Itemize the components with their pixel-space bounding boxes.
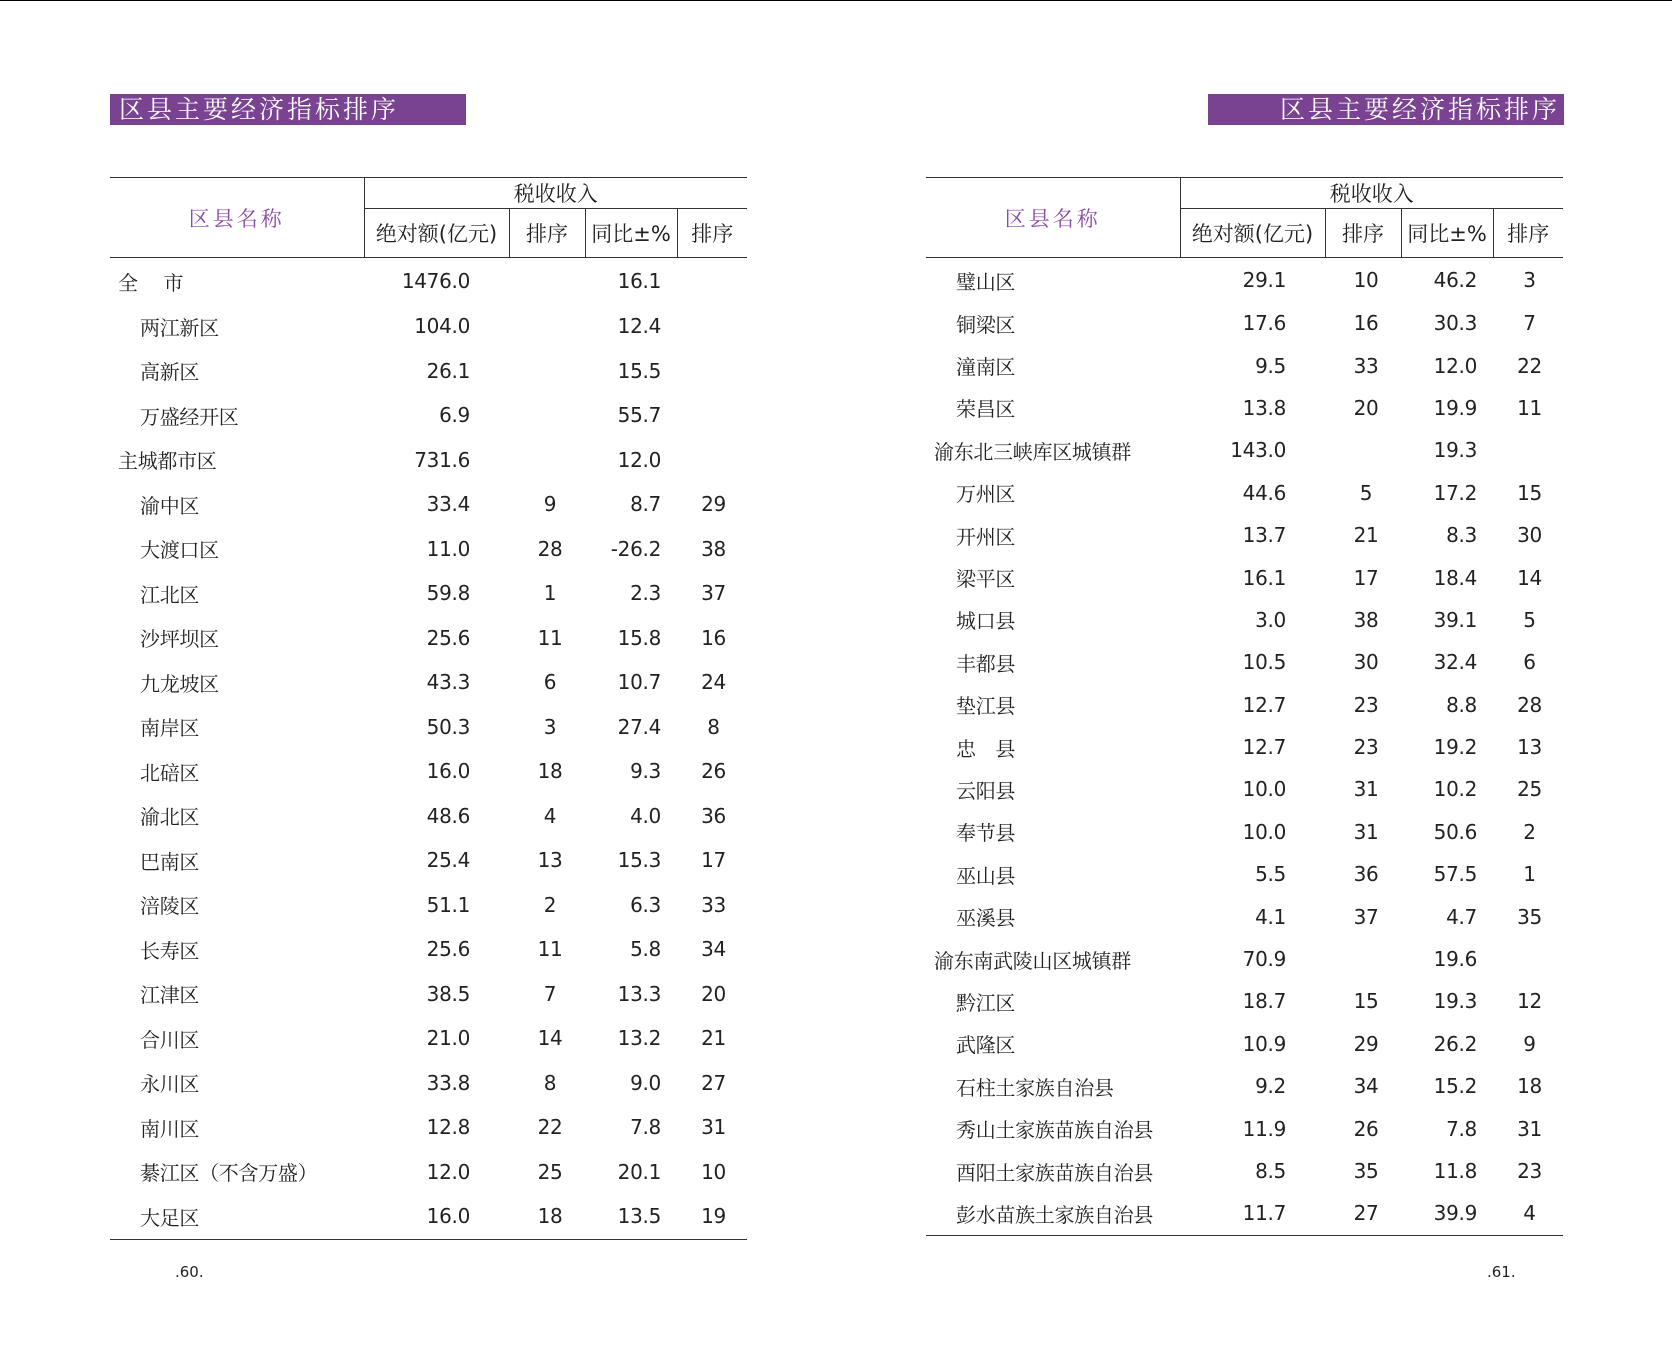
cell-district-name: 巴南区 [140, 849, 200, 874]
cell-rank-absolute: 2 [543, 892, 557, 917]
cell-rank-absolute: 25 [537, 1159, 563, 1184]
cell-rank-yoy: 28 [1517, 692, 1542, 717]
table-row [926, 811, 1563, 853]
cell-district-name: 长寿区 [140, 938, 200, 963]
cell-absolute: 26.1 [426, 358, 470, 383]
column-header-rank-absolute: 排序 [509, 209, 585, 258]
cell-absolute: 29.1 [1242, 268, 1286, 292]
cell-absolute: 10.0 [1242, 819, 1286, 844]
cell-yoy: 5.8 [630, 937, 661, 962]
cell-yoy: 39.9 [1401, 1192, 1493, 1235]
cell-rank-absolute: 26 [1353, 1116, 1379, 1141]
cell-absolute: 11.0 [426, 536, 470, 561]
table-row [926, 768, 1563, 810]
cell-rank-absolute: 6 [543, 670, 557, 695]
cell-rank-yoy: 16 [701, 625, 726, 650]
cell-rank-yoy: 33 [701, 892, 726, 917]
table-row [926, 1150, 1563, 1192]
cell-rank-absolute: 33 [1353, 353, 1379, 378]
table-row [926, 514, 1563, 556]
cell-yoy: 15.8 [617, 625, 661, 650]
cell-district-name: 云阳县 [956, 778, 1016, 803]
cell-rank-absolute: 11 [537, 625, 563, 650]
tax-revenue-table [110, 177, 747, 1240]
cell-yoy: 12.0 [617, 447, 661, 472]
cell-rank-absolute: 4 [543, 803, 557, 828]
cell-district-name: 涪陵区 [140, 894, 200, 919]
cell-district-name: 彭水苗族土家族自治县 [926, 1192, 1180, 1235]
table-row [926, 1107, 1563, 1149]
section-title-banner: 区县主要经济指标排序 [1208, 94, 1564, 125]
cell-yoy: 13.2 [617, 1026, 661, 1051]
cell-absolute: 16.0 [364, 1194, 509, 1239]
cell-absolute: 12.0 [426, 1159, 470, 1184]
table-row [110, 1016, 747, 1061]
cell-rank-yoy: 8 [707, 714, 720, 739]
cell-absolute: 25.6 [426, 625, 470, 650]
cell-rank-yoy: 6 [1523, 650, 1536, 675]
cell-yoy: 19.2 [1433, 735, 1477, 760]
cell-absolute: 12.8 [426, 1115, 470, 1140]
cell-district-name: 渝东北三峡库区城镇群 [934, 439, 1131, 464]
table-body [926, 258, 1563, 1236]
table-row [110, 438, 747, 483]
table-row [926, 980, 1563, 1022]
cell-yoy: 4.0 [630, 803, 661, 828]
cell-yoy: 2.3 [630, 581, 661, 606]
cell-district-name: 渝北区 [140, 805, 200, 830]
cell-absolute: 17.6 [1242, 311, 1286, 336]
cell-rank-yoy: 18 [1517, 1074, 1542, 1099]
cell-absolute: 25.4 [426, 848, 470, 873]
cell-yoy: 46.2 [1433, 268, 1477, 292]
cell-rank-yoy: 24 [701, 670, 726, 695]
cell-absolute: 59.8 [426, 581, 470, 606]
table-row [110, 660, 747, 705]
cell-absolute: 8.5 [1255, 1159, 1286, 1183]
cell-rank-yoy: 11 [1517, 395, 1542, 420]
column-header-absolute: 绝对额(亿元) [364, 209, 509, 258]
column-header-yoy: 同比±% [585, 209, 677, 258]
column-group-tax-revenue: 税收收入 [364, 178, 747, 209]
cell-rank-absolute: 21 [1353, 523, 1379, 548]
cell-rank-absolute: 5 [1359, 480, 1373, 505]
cell-district-name: 秀山土家族苗族自治县 [956, 1118, 1153, 1143]
cell-rank-yoy: 36 [701, 803, 726, 828]
cell-yoy: 9.3 [630, 759, 661, 784]
cell-district-name: 九龙坡区 [140, 671, 219, 696]
cell-yoy: 15.3 [617, 848, 661, 873]
cell-yoy: 20.1 [617, 1159, 661, 1184]
cell-absolute: 13.7 [1242, 523, 1286, 548]
cell-district-name: 全 市 [118, 270, 184, 295]
cell-district-name: 石柱土家族自治县 [956, 1075, 1114, 1100]
cell-district-name: 南川区 [140, 1116, 200, 1141]
cell-rank-yoy: 35 [1517, 904, 1542, 929]
column-header-rank-yoy: 排序 [1493, 209, 1563, 258]
cell-rank-yoy: 27 [701, 1070, 726, 1095]
cell-absolute: 12.7 [1242, 692, 1286, 717]
table-row [110, 258, 747, 305]
table-row [926, 684, 1563, 726]
cell-district-name: 万盛经开区 [140, 404, 239, 429]
cell-yoy: 30.3 [1433, 311, 1477, 336]
cell-absolute: 44.6 [1242, 480, 1286, 505]
cell-rank-absolute: 8 [543, 1070, 557, 1095]
tax-revenue-table [926, 177, 1563, 1236]
table-row [110, 349, 747, 394]
cell-rank-absolute [509, 438, 585, 483]
table-row [110, 616, 747, 661]
table-row [926, 302, 1563, 344]
cell-rank-absolute: 7 [543, 981, 557, 1006]
cell-yoy: 16.1 [617, 269, 661, 293]
cell-rank-yoy: 31 [701, 1115, 726, 1140]
cell-rank-yoy: 29 [701, 492, 726, 517]
cell-rank-absolute: 22 [537, 1115, 563, 1140]
table-row [110, 838, 747, 883]
cell-absolute: 12.7 [1242, 735, 1286, 760]
cell-rank-yoy: 2 [1523, 819, 1536, 844]
cell-yoy: 19.9 [1433, 395, 1477, 420]
table-row [926, 556, 1563, 598]
cell-absolute: 48.6 [426, 803, 470, 828]
cell-district-name: 两江新区 [140, 315, 219, 340]
page-number: .60. [175, 1263, 204, 1281]
cell-district-name: 黔江区 [956, 990, 1016, 1015]
cell-rank-yoy: 4 [1493, 1192, 1563, 1235]
cell-rank-absolute: 34 [1353, 1074, 1379, 1099]
cell-rank-absolute [1325, 938, 1401, 980]
cell-absolute: 1476.0 [401, 269, 470, 293]
cell-rank-yoy: 13 [1517, 735, 1542, 760]
cell-district-name: 渝中区 [140, 493, 200, 518]
cell-rank-yoy: 3 [1523, 268, 1536, 292]
cell-absolute: 50.3 [426, 714, 470, 739]
cell-rank-yoy: 9 [1523, 1031, 1536, 1056]
cell-yoy: 57.5 [1433, 862, 1477, 887]
cell-district-name: 巫山县 [956, 863, 1016, 888]
cell-absolute: 11.9 [1242, 1116, 1286, 1141]
cell-yoy: 8.7 [630, 492, 661, 517]
table-row [926, 895, 1563, 937]
cell-absolute: 9.2 [1255, 1074, 1286, 1099]
cell-rank-yoy: 37 [701, 581, 726, 606]
table-row [926, 387, 1563, 429]
cell-rank-absolute: 35 [1353, 1159, 1379, 1183]
table-row [926, 344, 1563, 386]
cell-yoy: 10.2 [1433, 777, 1477, 802]
cell-absolute: 25.6 [426, 937, 470, 962]
cell-absolute: 10.9 [1242, 1031, 1286, 1056]
table-row [110, 571, 747, 616]
cell-yoy: 55.7 [617, 403, 661, 428]
cell-absolute: 143.0 [1230, 438, 1286, 463]
cell-rank-absolute: 3 [543, 714, 557, 739]
cell-rank-yoy: 5 [1523, 607, 1536, 632]
cell-district-name: 万州区 [956, 482, 1016, 507]
cell-yoy: 7.8 [630, 1115, 661, 1140]
cell-rank-yoy [677, 349, 747, 394]
cell-district-name: 大足区 [110, 1194, 364, 1239]
cell-rank-yoy: 20 [701, 981, 726, 1006]
column-header-absolute: 绝对额(亿元) [1180, 209, 1325, 258]
cell-rank-yoy [1493, 938, 1563, 980]
cell-rank-absolute: 18 [509, 1194, 585, 1239]
cell-rank-absolute: 37 [1353, 904, 1379, 929]
cell-rank-absolute: 23 [1353, 735, 1379, 760]
cell-district-name: 梁平区 [956, 567, 1016, 592]
cell-district-name: 沙坪坝区 [140, 627, 219, 652]
cell-district-name: 丰都县 [956, 651, 1016, 676]
cell-yoy: 17.2 [1433, 480, 1477, 505]
cell-rank-absolute [509, 349, 585, 394]
cell-rank-yoy: 19 [677, 1194, 747, 1239]
cell-yoy: 32.4 [1433, 650, 1477, 675]
cell-rank-yoy: 12 [1517, 989, 1542, 1014]
table-row [110, 527, 747, 572]
table-row [110, 393, 747, 438]
cell-absolute: 33.8 [426, 1070, 470, 1095]
table-row [110, 705, 747, 750]
cell-absolute: 51.1 [426, 892, 470, 917]
cell-rank-absolute: 27 [1325, 1192, 1401, 1235]
cell-rank-yoy: 22 [1517, 353, 1542, 378]
table-row [110, 1105, 747, 1150]
table-row [110, 972, 747, 1017]
cell-yoy: 10.7 [617, 670, 661, 695]
table-row [926, 258, 1563, 303]
table-row [110, 927, 747, 972]
cell-rank-absolute: 29 [1353, 1031, 1379, 1056]
table-row [110, 1150, 747, 1195]
cell-district-name: 綦江区（不含万盛） [140, 1161, 318, 1186]
cell-district-name: 铜梁区 [956, 312, 1016, 337]
cell-yoy: 39.1 [1433, 607, 1477, 632]
cell-absolute: 43.3 [426, 670, 470, 695]
cell-absolute: 33.4 [426, 492, 470, 517]
cell-rank-absolute: 36 [1353, 862, 1379, 887]
cell-rank-yoy: 25 [1517, 777, 1542, 802]
cell-rank-yoy: 21 [701, 1026, 726, 1051]
cell-absolute: 10.5 [1242, 650, 1286, 675]
cell-rank-absolute [509, 393, 585, 438]
cell-rank-yoy: 34 [701, 937, 726, 962]
cell-district-name: 江津区 [140, 983, 200, 1008]
table-row [926, 1023, 1563, 1065]
cell-yoy: 26.2 [1433, 1031, 1477, 1056]
cell-district-name: 南岸区 [140, 716, 200, 741]
cell-rank-yoy: 7 [1523, 311, 1536, 336]
column-header-yoy: 同比±% [1401, 209, 1493, 258]
cell-rank-absolute: 11 [537, 937, 563, 962]
cell-district-name: 忠 县 [956, 736, 1016, 761]
column-header-rank-absolute: 排序 [1325, 209, 1401, 258]
cell-rank-yoy [677, 258, 747, 305]
cell-absolute: 5.5 [1255, 862, 1286, 887]
cell-district-name: 巫溪县 [956, 906, 1016, 931]
cell-absolute: 18.7 [1242, 989, 1286, 1014]
cell-yoy: 11.8 [1433, 1159, 1477, 1183]
cell-rank-absolute: 31 [1353, 777, 1379, 802]
cell-rank-yoy [677, 393, 747, 438]
cell-rank-yoy: 17 [701, 848, 726, 873]
table-row [110, 749, 747, 794]
cell-yoy: 27.4 [617, 714, 661, 739]
cell-rank-absolute: 1 [543, 581, 557, 606]
cell-absolute: 13.8 [1242, 395, 1286, 420]
cell-absolute: 16.1 [1242, 565, 1286, 590]
cell-district-name: 永川区 [140, 1072, 200, 1097]
cell-district-name: 大渡口区 [140, 538, 219, 563]
cell-district-name: 渝东南武陵山区城镇群 [934, 948, 1131, 973]
cell-yoy: 15.2 [1433, 1074, 1477, 1099]
cell-district-name: 高新区 [140, 360, 200, 385]
cell-yoy: 15.5 [617, 358, 661, 383]
cell-rank-yoy [1493, 429, 1563, 471]
page-top-rule [0, 0, 1672, 1]
cell-district-name: 北碚区 [140, 760, 200, 785]
cell-yoy: 50.6 [1433, 819, 1477, 844]
cell-absolute: 38.5 [426, 981, 470, 1006]
table-row [110, 883, 747, 928]
column-header-rank-yoy: 排序 [677, 209, 747, 258]
cell-yoy: 9.0 [630, 1070, 661, 1095]
cell-district-name: 合川区 [140, 1027, 200, 1052]
table-row [926, 641, 1563, 683]
cell-rank-yoy: 23 [1517, 1159, 1542, 1183]
section-title-banner: 区县主要经济指标排序 [110, 94, 466, 125]
cell-rank-yoy: 30 [1517, 523, 1542, 548]
table-row [926, 599, 1563, 641]
cell-absolute: 11.7 [1180, 1192, 1325, 1235]
cell-rank-absolute: 13 [537, 848, 563, 873]
cell-yoy: 6.3 [630, 892, 661, 917]
cell-rank-yoy: 1 [1523, 862, 1536, 887]
cell-yoy: 18.4 [1433, 565, 1477, 590]
table-row [926, 853, 1563, 895]
cell-rank-yoy: 26 [701, 759, 726, 784]
table-row [926, 1065, 1563, 1107]
cell-rank-absolute: 31 [1353, 819, 1379, 844]
cell-rank-absolute: 10 [1353, 268, 1379, 292]
table-row [110, 1061, 747, 1106]
table-row [110, 794, 747, 839]
cell-absolute: 21.0 [426, 1026, 470, 1051]
cell-yoy: 12.4 [617, 314, 661, 339]
cell-yoy: 13.3 [617, 981, 661, 1006]
cell-rank-absolute: 17 [1353, 565, 1379, 590]
cell-rank-absolute: 30 [1353, 650, 1379, 675]
cell-yoy: 12.0 [1433, 353, 1477, 378]
table-row [926, 429, 1563, 471]
cell-yoy: 8.3 [1446, 523, 1477, 548]
table-row [926, 472, 1563, 514]
cell-rank-yoy: 15 [1517, 480, 1542, 505]
column-header-district-name: 区县名称 [926, 178, 1180, 258]
cell-district-name: 奉节县 [956, 821, 1016, 846]
cell-district-name: 江北区 [140, 582, 200, 607]
cell-yoy: 19.6 [1433, 947, 1477, 972]
cell-yoy: 19.3 [1433, 438, 1477, 463]
cell-absolute: 3.0 [1255, 607, 1286, 632]
cell-rank-absolute: 9 [543, 492, 557, 517]
table-row [110, 1194, 747, 1239]
cell-absolute: 70.9 [1242, 947, 1286, 972]
cell-rank-absolute: 18 [537, 759, 563, 784]
cell-absolute: 731.6 [414, 447, 470, 472]
table-row [110, 482, 747, 527]
cell-rank-yoy: 31 [1517, 1116, 1542, 1141]
cell-district-name: 潼南区 [956, 355, 1016, 380]
cell-rank-absolute: 23 [1353, 692, 1379, 717]
cell-yoy: 19.3 [1433, 989, 1477, 1014]
cell-yoy: 7.8 [1446, 1116, 1477, 1141]
cell-absolute: 104.0 [414, 314, 470, 339]
cell-rank-absolute [1325, 429, 1401, 471]
cell-rank-absolute: 15 [1353, 989, 1379, 1014]
cell-rank-absolute [509, 304, 585, 349]
column-group-tax-revenue: 税收收入 [1180, 178, 1563, 209]
cell-district-name: 城口县 [956, 609, 1016, 634]
cell-absolute: 9.5 [1255, 353, 1286, 378]
column-header-district-name: 区县名称 [110, 178, 364, 258]
cell-yoy: 4.7 [1446, 904, 1477, 929]
cell-absolute: 16.0 [426, 759, 470, 784]
cell-district-name: 开州区 [956, 524, 1016, 549]
table-row [926, 938, 1563, 980]
cell-rank-yoy [677, 304, 747, 349]
cell-rank-absolute: 38 [1353, 607, 1379, 632]
cell-rank-absolute [509, 258, 585, 305]
cell-rank-yoy [677, 438, 747, 483]
cell-absolute: 10.0 [1242, 777, 1286, 802]
page-number: .61. [1487, 1263, 1516, 1281]
cell-district-name: 璧山区 [956, 269, 1016, 294]
cell-rank-yoy: 14 [1517, 565, 1542, 590]
cell-rank-absolute: 28 [537, 536, 563, 561]
cell-rank-absolute: 16 [1353, 311, 1379, 336]
table-row [110, 304, 747, 349]
cell-district-name: 垫江县 [956, 694, 1016, 719]
cell-rank-yoy: 10 [701, 1159, 726, 1184]
cell-yoy: 13.5 [585, 1194, 677, 1239]
cell-district-name: 武隆区 [956, 1033, 1016, 1058]
cell-yoy: 8.8 [1446, 692, 1477, 717]
cell-district-name: 主城都市区 [118, 449, 217, 474]
cell-yoy: -26.2 [610, 536, 661, 561]
cell-rank-absolute: 20 [1353, 395, 1379, 420]
cell-district-name: 荣昌区 [956, 397, 1016, 422]
table-row [926, 1192, 1563, 1235]
cell-rank-yoy: 38 [701, 536, 726, 561]
table-body [110, 258, 747, 1240]
cell-district-name: 酉阳土家族苗族自治县 [956, 1160, 1153, 1185]
cell-rank-absolute: 14 [537, 1026, 563, 1051]
table-row [926, 726, 1563, 768]
cell-absolute: 4.1 [1255, 904, 1286, 929]
cell-absolute: 6.9 [439, 403, 470, 428]
